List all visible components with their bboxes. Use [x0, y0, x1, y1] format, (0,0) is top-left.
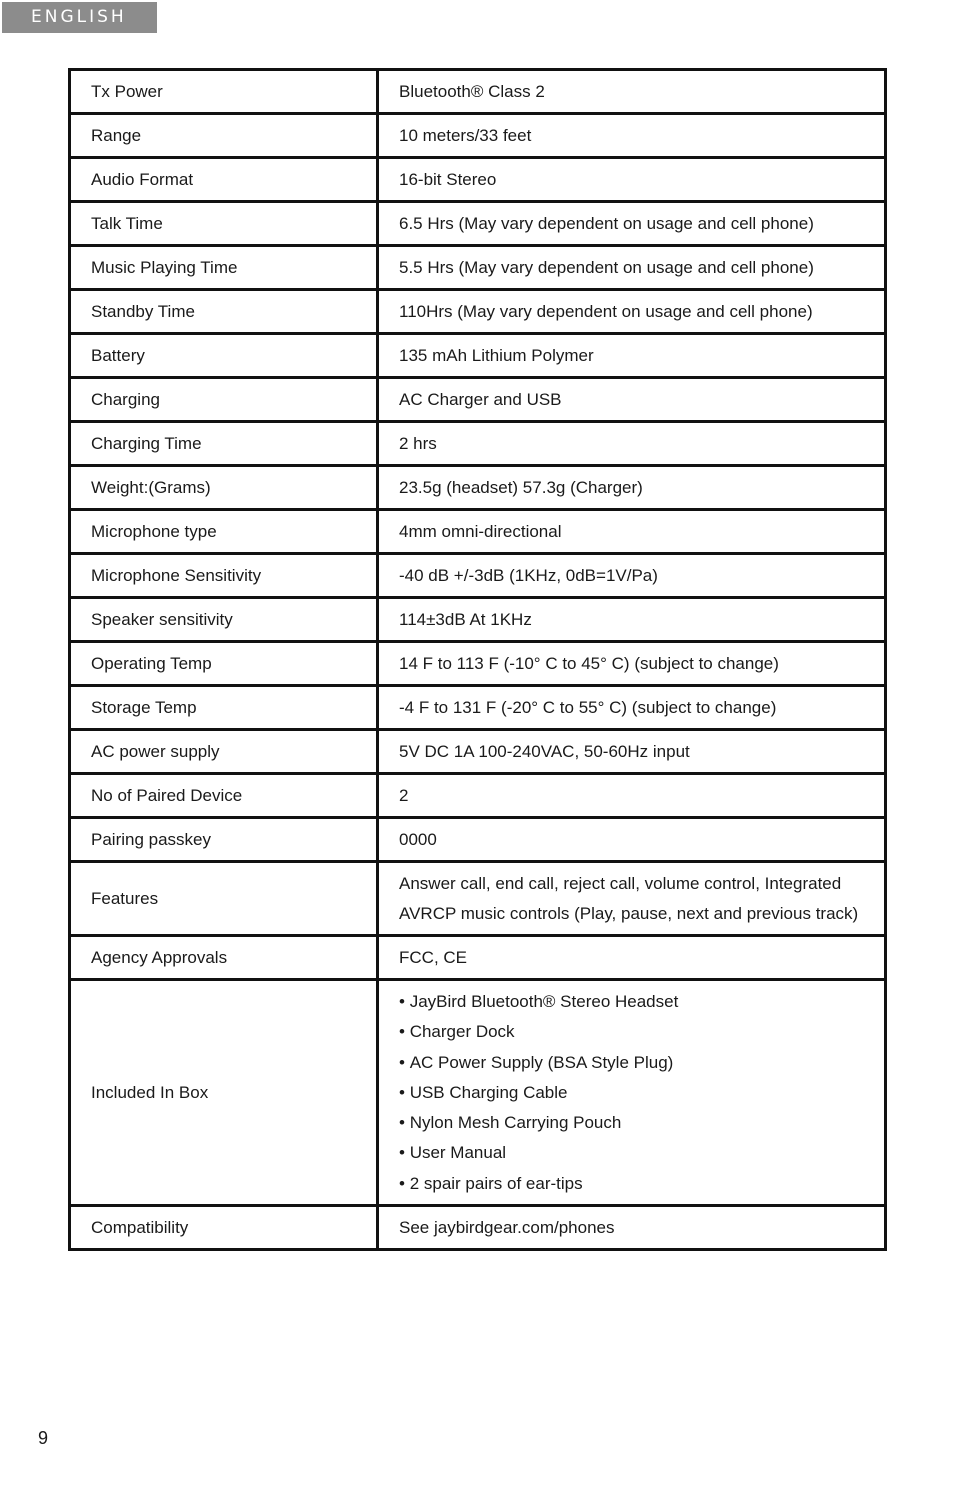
spec-label: Pairing passkey: [70, 818, 378, 862]
spec-label: Tx Power: [70, 70, 378, 114]
spec-label: Microphone Sensitivity: [70, 554, 378, 598]
table-row: [70, 290, 886, 334]
table-row: [70, 862, 886, 936]
spec-label: Audio Format: [70, 158, 378, 202]
table-row: [70, 642, 886, 686]
spec-value: 4mm omni-directional: [378, 510, 886, 554]
spec-value: 2: [378, 774, 886, 818]
table-row: [70, 774, 886, 818]
spec-label: AC power supply: [70, 730, 378, 774]
included-items-list: [399, 987, 874, 1199]
spec-label: Talk Time: [70, 202, 378, 246]
table-row: [70, 114, 886, 158]
table-row: [70, 980, 886, 1206]
spec-value: 5.5 Hrs (May vary dependent on usage and cell phone): [378, 246, 886, 290]
spec-value: Bluetooth® Class 2: [378, 70, 886, 114]
spec-value: 23.5g (headset) 57.3g (Charger): [378, 466, 886, 510]
table-row: [70, 730, 886, 774]
table-row: [70, 466, 886, 510]
spec-label: Music Playing Time: [70, 246, 378, 290]
spec-label: Standby Time: [70, 290, 378, 334]
table-row: [70, 422, 886, 466]
spec-value: Answer call, end call, reject call, volume control, Integrated AVRCP music controls (Play, pause, next and previous track): [378, 862, 886, 936]
table-row: [70, 598, 886, 642]
spec-label: Battery: [70, 334, 378, 378]
page-number: 9: [38, 1428, 49, 1448]
table-row: [70, 202, 886, 246]
table-row: [70, 1206, 886, 1250]
spec-label: Charging: [70, 378, 378, 422]
spec-value: 14 F to 113 F (-10° C to 45° C) (subject to change): [378, 642, 886, 686]
spec-value: 2 hrs: [378, 422, 886, 466]
spec-value: AC Charger and USB: [378, 378, 886, 422]
spec-value: See jaybirdgear.com/phones: [378, 1206, 886, 1250]
spec-value: 110Hrs (May vary dependent on usage and cell phone): [378, 290, 886, 334]
spec-label: Speaker sensitivity: [70, 598, 378, 642]
spec-label: Charging Time: [70, 422, 378, 466]
table-row: [70, 936, 886, 980]
spec-value: 6.5 Hrs (May vary dependent on usage and cell phone): [378, 202, 886, 246]
table-row: [70, 510, 886, 554]
list-item: • JayBird Bluetooth® Stereo Headset: [399, 987, 874, 1017]
spec-value: -40 dB +/-3dB (1KHz, 0dB=1V/Pa): [378, 554, 886, 598]
spec-value: 10 meters/33 feet: [378, 114, 886, 158]
table-row: [70, 158, 886, 202]
table-row: [70, 246, 886, 290]
spec-label: Range: [70, 114, 378, 158]
spec-label: Included In Box: [70, 980, 378, 1206]
spec-value: FCC, CE: [378, 936, 886, 980]
spec-value: 135 mAh Lithium Polymer: [378, 334, 886, 378]
spec-value: 0000: [378, 818, 886, 862]
table-row: [70, 818, 886, 862]
spec-value: -4 F to 131 F (-20° C to 55° C) (subject to change): [378, 686, 886, 730]
list-item: • USB Charging Cable: [399, 1078, 874, 1108]
spec-label: Weight:(Grams): [70, 466, 378, 510]
list-item: • Nylon Mesh Carrying Pouch: [399, 1108, 874, 1138]
spec-value: 16-bit Stereo: [378, 158, 886, 202]
language-tab: ENGLISH: [2, 2, 157, 33]
table-row: [70, 686, 886, 730]
spec-label: No of Paired Device: [70, 774, 378, 818]
spec-value: 114±3dB At 1KHz: [378, 598, 886, 642]
list-item: • User Manual: [399, 1138, 874, 1168]
spec-label: Storage Temp: [70, 686, 378, 730]
spec-table: [68, 68, 887, 1251]
included-in-box-list-cell: [378, 980, 886, 1206]
table-row: [70, 70, 886, 114]
spec-label: Operating Temp: [70, 642, 378, 686]
table-row: [70, 334, 886, 378]
spec-label: Agency Approvals: [70, 936, 378, 980]
spec-value: 5V DC 1A 100-240VAC, 50-60Hz input: [378, 730, 886, 774]
spec-label: Features: [70, 862, 378, 936]
table-row: [70, 554, 886, 598]
spec-label: Microphone type: [70, 510, 378, 554]
table-row: [70, 378, 886, 422]
list-item: • Charger Dock: [399, 1017, 874, 1047]
list-item: • AC Power Supply (BSA Style Plug): [399, 1048, 874, 1078]
list-item: • 2 spair pairs of ear-tips: [399, 1169, 874, 1199]
spec-label: Compatibility: [70, 1206, 378, 1250]
